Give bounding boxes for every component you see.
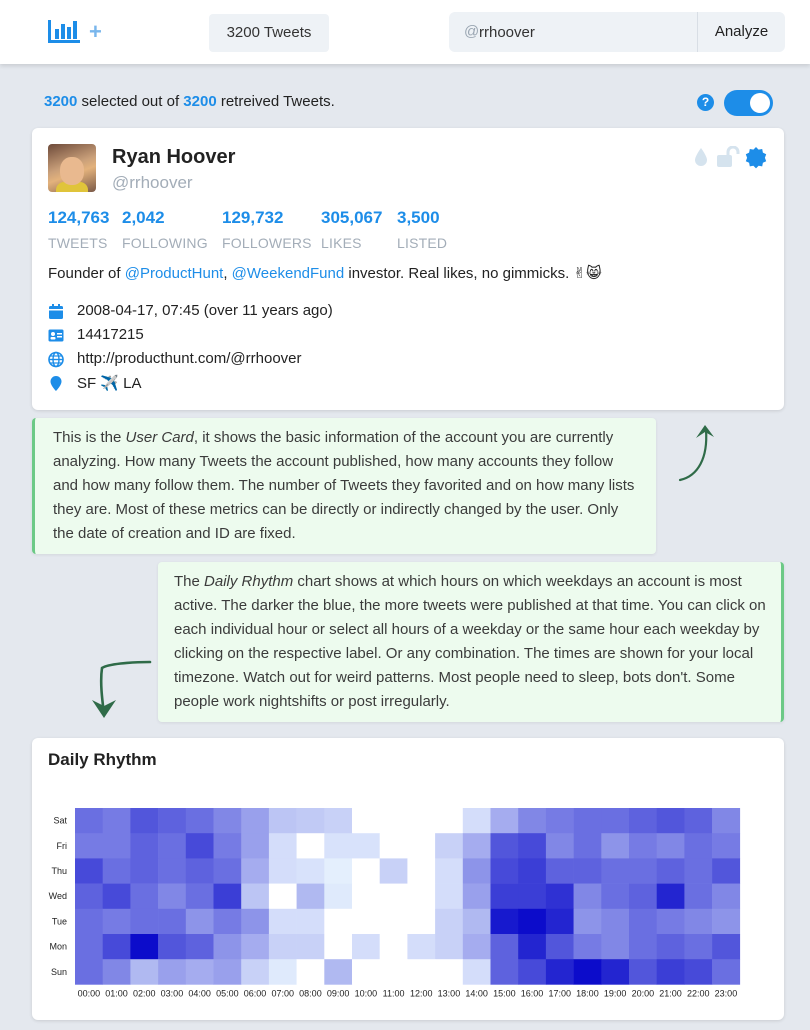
stat-following-value: 2,042 bbox=[122, 208, 165, 227]
heat-cell[interactable] bbox=[491, 959, 519, 985]
heat-cell[interactable] bbox=[518, 909, 546, 935]
user-handle[interactable]: @rrhoover bbox=[112, 173, 193, 192]
stat-listed-value: 3,500 bbox=[397, 208, 440, 227]
heat-cell[interactable] bbox=[435, 858, 463, 884]
calendar-icon bbox=[48, 303, 64, 320]
analyze-button[interactable]: Analyze bbox=[697, 12, 785, 52]
heat-cell[interactable] bbox=[214, 909, 242, 935]
note-1-emphasis: User Card bbox=[125, 429, 194, 446]
column-label[interactable]: 14:00 bbox=[465, 988, 488, 999]
heat-cell[interactable] bbox=[601, 858, 629, 884]
heat-cell[interactable] bbox=[657, 833, 685, 859]
column-label[interactable]: 00:00 bbox=[77, 988, 101, 999]
column-label[interactable]: 07:00 bbox=[271, 988, 295, 999]
heat-cell[interactable] bbox=[657, 884, 685, 910]
column-label[interactable]: 17:00 bbox=[548, 988, 572, 999]
heat-cell[interactable] bbox=[435, 959, 463, 985]
unlock-icon bbox=[716, 146, 740, 168]
heat-cell[interactable] bbox=[491, 934, 519, 960]
column-label[interactable]: 20:00 bbox=[631, 988, 655, 999]
heat-cell[interactable] bbox=[324, 833, 352, 859]
heat-cell[interactable] bbox=[712, 833, 740, 859]
heat-cell[interactable] bbox=[601, 909, 629, 935]
heat-cell[interactable] bbox=[214, 808, 242, 834]
heat-cell[interactable] bbox=[103, 808, 131, 834]
globe-icon bbox=[48, 351, 64, 368]
heat-cell[interactable] bbox=[241, 833, 269, 859]
heat-cell[interactable] bbox=[463, 909, 491, 935]
user-card-explanation bbox=[32, 418, 656, 554]
heat-cell[interactable] bbox=[241, 884, 269, 910]
column-label[interactable]: 11:00 bbox=[382, 988, 405, 999]
heat-cell[interactable] bbox=[158, 959, 186, 985]
heat-cell[interactable] bbox=[103, 858, 131, 884]
heat-cell[interactable] bbox=[324, 808, 352, 834]
heat-cell[interactable] bbox=[103, 884, 131, 910]
note-2-emphasis: Daily Rhythm bbox=[204, 573, 294, 590]
bio-link-weekendfund[interactable]: @WeekendFund bbox=[231, 265, 345, 282]
heat-cell[interactable] bbox=[186, 808, 214, 834]
tweet-count-pill[interactable]: 3200 Tweets bbox=[209, 14, 329, 52]
heat-cell[interactable] bbox=[629, 808, 657, 834]
heat-cell[interactable] bbox=[684, 884, 712, 910]
stat-likes-value: 305,067 bbox=[321, 208, 383, 227]
avatar-face bbox=[60, 157, 84, 185]
heat-cell[interactable] bbox=[130, 934, 158, 960]
daily-rhythm-heatmap bbox=[32, 738, 784, 1020]
stat-following-label: FOLLOWING bbox=[122, 235, 208, 251]
heat-cell[interactable] bbox=[574, 909, 602, 935]
heat-cell[interactable] bbox=[546, 833, 574, 859]
search-bar bbox=[449, 12, 785, 52]
heat-cell[interactable] bbox=[130, 909, 158, 935]
heat-cell[interactable] bbox=[214, 833, 242, 859]
heat-cell[interactable] bbox=[103, 959, 131, 985]
heat-cell[interactable] bbox=[712, 934, 740, 960]
heat-cell[interactable] bbox=[297, 909, 325, 935]
heat-cell[interactable] bbox=[75, 959, 103, 985]
heat-cell[interactable] bbox=[684, 833, 712, 859]
heat-cell[interactable] bbox=[186, 858, 214, 884]
heat-cell[interactable] bbox=[518, 808, 546, 834]
heat-cell[interactable] bbox=[629, 934, 657, 960]
heat-cell[interactable] bbox=[103, 934, 131, 960]
selection-text-1: selected out of bbox=[81, 93, 180, 110]
heat-cell[interactable] bbox=[435, 808, 463, 834]
column-label[interactable]: 15:00 bbox=[493, 988, 516, 999]
heat-cell[interactable] bbox=[214, 884, 242, 910]
tutorial-toggle[interactable] bbox=[724, 90, 773, 116]
heat-cell[interactable] bbox=[546, 884, 574, 910]
heat-cell[interactable] bbox=[158, 934, 186, 960]
stat-tweets-label: TWEETS bbox=[48, 235, 108, 251]
column-label[interactable]: 21:00 bbox=[659, 988, 682, 999]
chart-title: Daily Rhythm bbox=[48, 750, 157, 769]
heat-cell[interactable] bbox=[601, 808, 629, 834]
heat-cell[interactable] bbox=[269, 808, 297, 834]
note-2-before: The bbox=[174, 573, 205, 590]
heat-cell[interactable] bbox=[684, 808, 712, 834]
heat-cell[interactable] bbox=[463, 858, 491, 884]
heat-cell[interactable] bbox=[75, 808, 103, 834]
heat-cell[interactable] bbox=[269, 858, 297, 884]
heat-cell[interactable] bbox=[214, 959, 242, 985]
heat-cell[interactable] bbox=[297, 959, 325, 985]
heat-cell[interactable] bbox=[352, 833, 380, 859]
column-label[interactable]: 02:00 bbox=[132, 988, 156, 999]
heat-cell[interactable] bbox=[463, 959, 491, 985]
heat-cell[interactable] bbox=[186, 959, 214, 985]
heat-cell[interactable] bbox=[684, 909, 712, 935]
heat-cell[interactable] bbox=[435, 833, 463, 859]
stat-likes-label: LIKES bbox=[321, 235, 362, 251]
row-label-tue[interactable]: Tue bbox=[51, 916, 67, 927]
heat-cell[interactable] bbox=[158, 833, 186, 859]
heat-cell[interactable] bbox=[241, 959, 269, 985]
user-bio bbox=[48, 264, 602, 282]
stat-followers-value: 129,732 bbox=[222, 208, 284, 227]
heat-cell[interactable] bbox=[380, 858, 408, 884]
column-label[interactable]: 09:00 bbox=[326, 988, 350, 999]
user-id: 14417215 bbox=[77, 326, 144, 343]
bar-chart-logo-icon[interactable] bbox=[46, 16, 82, 46]
heat-cell[interactable] bbox=[601, 833, 629, 859]
heat-cell[interactable] bbox=[491, 884, 519, 910]
row-label-thu[interactable]: Thu bbox=[51, 866, 67, 876]
heat-cell[interactable] bbox=[297, 833, 325, 859]
heat-cell[interactable] bbox=[380, 833, 408, 859]
heat-cell[interactable] bbox=[380, 959, 408, 985]
heat-cell[interactable] bbox=[657, 909, 685, 935]
avatar bbox=[48, 144, 96, 192]
add-icon[interactable]: + bbox=[89, 19, 102, 44]
note-1-before: This is the bbox=[53, 429, 126, 446]
heat-cell[interactable] bbox=[629, 909, 657, 935]
user-name: Ryan Hoover bbox=[112, 146, 236, 168]
user-url[interactable]: http://producthunt.com/@rrhoover bbox=[77, 350, 302, 367]
heat-cell[interactable] bbox=[75, 858, 103, 884]
retrieved-count: 3200 bbox=[183, 93, 217, 110]
heat-cell[interactable] bbox=[269, 934, 297, 960]
column-label[interactable]: 01:00 bbox=[105, 988, 128, 999]
heat-cell[interactable] bbox=[491, 808, 519, 834]
heat-cell[interactable] bbox=[352, 909, 380, 935]
heat-cell[interactable] bbox=[546, 808, 574, 834]
heat-cell[interactable] bbox=[601, 884, 629, 910]
heat-cell[interactable] bbox=[324, 959, 352, 985]
stat-tweets-value: 124,763 bbox=[48, 208, 110, 227]
heat-cell[interactable] bbox=[297, 808, 325, 834]
note-2-after: chart shows at which hours on which weekdays an account is most active. The darker the blue, the more tweets were published at that time. You can click on each individual hour or select all hours of a weekday or the same hour each weekday by clicking on the respective label. Or any combination. The times are shown for your local timezone. Watch out for weird patterns. Most people need to sleep, bots don't. Some people work nightshifts or post irregularly. bbox=[174, 573, 766, 710]
top-bar bbox=[0, 0, 810, 64]
column-label[interactable]: 08:00 bbox=[299, 988, 322, 999]
column-label[interactable]: 10:00 bbox=[354, 988, 378, 999]
heat-cell[interactable] bbox=[158, 884, 186, 910]
heat-cell[interactable] bbox=[214, 858, 242, 884]
heat-cell[interactable] bbox=[297, 858, 325, 884]
heat-cell[interactable] bbox=[518, 959, 546, 985]
heat-cell[interactable] bbox=[463, 884, 491, 910]
username-input[interactable] bbox=[479, 12, 694, 52]
curved-arrow-up-icon bbox=[676, 420, 720, 484]
heat-cell[interactable] bbox=[435, 884, 463, 910]
heat-cell[interactable] bbox=[380, 934, 408, 960]
heat-cell[interactable] bbox=[574, 833, 602, 859]
heat-cell[interactable] bbox=[380, 808, 408, 834]
heat-cell[interactable] bbox=[380, 909, 408, 935]
heat-cell[interactable] bbox=[269, 959, 297, 985]
heat-cell[interactable] bbox=[158, 808, 186, 834]
column-label[interactable]: 03:00 bbox=[160, 988, 184, 999]
heat-cell[interactable] bbox=[574, 959, 602, 985]
heat-cell[interactable] bbox=[407, 934, 435, 960]
heat-cell[interactable] bbox=[324, 909, 352, 935]
drop-icon bbox=[694, 146, 708, 168]
note-1-after: , it shows the basic information of the account you are currently analyzing. How many Tweets the account published, how many accounts they follow and how many follow them. The number of Tweets they favorited and on how many lists they are. Most of these metrics can be directly or indirectly changed by the user. Only the date of creation and ID are fixed. bbox=[53, 429, 635, 542]
heat-cell[interactable] bbox=[352, 858, 380, 884]
heat-cell[interactable] bbox=[130, 833, 158, 859]
heat-cell[interactable] bbox=[712, 909, 740, 935]
daily-rhythm-explanation bbox=[158, 562, 784, 722]
user-card bbox=[32, 128, 784, 410]
heat-cell[interactable] bbox=[407, 858, 435, 884]
heat-cell[interactable] bbox=[546, 959, 574, 985]
heat-cell[interactable] bbox=[269, 833, 297, 859]
column-label[interactable]: 05:00 bbox=[216, 988, 239, 999]
heat-cell[interactable] bbox=[629, 858, 657, 884]
heat-cell[interactable] bbox=[684, 934, 712, 960]
heat-cell[interactable] bbox=[712, 858, 740, 884]
heat-cell[interactable] bbox=[574, 884, 602, 910]
heat-cell[interactable] bbox=[380, 884, 408, 910]
selected-count: 3200 bbox=[44, 93, 78, 110]
heat-cell[interactable] bbox=[518, 884, 546, 910]
heat-cell[interactable] bbox=[241, 858, 269, 884]
heat-cell[interactable] bbox=[629, 959, 657, 985]
heat-cell[interactable] bbox=[352, 934, 380, 960]
heat-cell[interactable] bbox=[324, 884, 352, 910]
heat-cell[interactable] bbox=[297, 884, 325, 910]
column-label[interactable]: 19:00 bbox=[603, 988, 627, 999]
verified-badge-icon bbox=[744, 146, 768, 170]
heat-cell[interactable] bbox=[712, 959, 740, 985]
column-label[interactable]: 13:00 bbox=[437, 988, 461, 999]
heat-cell[interactable] bbox=[657, 934, 685, 960]
heat-cell[interactable] bbox=[657, 959, 685, 985]
heat-cell[interactable] bbox=[103, 833, 131, 859]
heat-cell[interactable] bbox=[546, 858, 574, 884]
heat-cell[interactable] bbox=[186, 909, 214, 935]
heat-cell[interactable] bbox=[684, 959, 712, 985]
heat-cell[interactable] bbox=[491, 858, 519, 884]
heat-cell[interactable] bbox=[601, 959, 629, 985]
heat-cell[interactable] bbox=[629, 884, 657, 910]
heat-cell[interactable] bbox=[657, 808, 685, 834]
heat-cell[interactable] bbox=[324, 858, 352, 884]
heat-cell[interactable] bbox=[574, 858, 602, 884]
heat-cell[interactable] bbox=[407, 959, 435, 985]
heat-cell[interactable] bbox=[130, 959, 158, 985]
column-label[interactable]: 23:00 bbox=[714, 988, 738, 999]
row-label-mon[interactable]: Mon bbox=[49, 941, 67, 952]
heat-cell[interactable] bbox=[546, 934, 574, 960]
heat-cell[interactable] bbox=[75, 884, 103, 910]
heat-cell[interactable] bbox=[435, 934, 463, 960]
heat-cell[interactable] bbox=[186, 934, 214, 960]
heat-cell[interactable] bbox=[463, 808, 491, 834]
heat-cell[interactable] bbox=[518, 858, 546, 884]
heat-cell[interactable] bbox=[269, 884, 297, 910]
heat-cell[interactable] bbox=[269, 909, 297, 935]
heat-cell[interactable] bbox=[324, 934, 352, 960]
heat-cell[interactable] bbox=[186, 884, 214, 910]
heat-cell[interactable] bbox=[491, 909, 519, 935]
selection-text-2: retreived Tweets. bbox=[220, 93, 335, 110]
help-icon[interactable]: ? bbox=[697, 94, 714, 111]
column-label[interactable]: 12:00 bbox=[409, 988, 433, 999]
bio-separator: , bbox=[223, 265, 232, 282]
heat-cell[interactable] bbox=[75, 934, 103, 960]
heat-cell[interactable] bbox=[130, 884, 158, 910]
heat-cell[interactable] bbox=[712, 808, 740, 834]
selection-summary bbox=[44, 93, 335, 110]
heat-cell[interactable] bbox=[407, 808, 435, 834]
heat-cell[interactable] bbox=[241, 909, 269, 935]
heat-cell[interactable] bbox=[574, 808, 602, 834]
row-label-wed[interactable]: Wed bbox=[48, 891, 67, 902]
row-label-fri[interactable]: Fri bbox=[56, 840, 67, 851]
heat-cell[interactable] bbox=[241, 808, 269, 834]
bent-arrow-down-icon bbox=[86, 656, 156, 722]
map-pin-icon bbox=[48, 375, 64, 392]
account-badges bbox=[694, 146, 768, 168]
column-label[interactable]: 04:00 bbox=[188, 988, 211, 999]
heat-cell[interactable] bbox=[130, 808, 158, 834]
bio-prefix: Founder of bbox=[48, 265, 125, 282]
heat-cell[interactable] bbox=[75, 909, 103, 935]
heat-cell[interactable] bbox=[103, 909, 131, 935]
heat-cell[interactable] bbox=[463, 934, 491, 960]
column-label[interactable]: 22:00 bbox=[686, 988, 710, 999]
heat-cell[interactable] bbox=[574, 934, 602, 960]
heat-cell[interactable] bbox=[352, 959, 380, 985]
heat-cell[interactable] bbox=[407, 884, 435, 910]
column-label[interactable]: 06:00 bbox=[243, 988, 267, 999]
column-label[interactable]: 16:00 bbox=[520, 988, 544, 999]
heat-cell[interactable] bbox=[158, 909, 186, 935]
row-label-sun[interactable]: Sun bbox=[50, 966, 67, 977]
heat-cell[interactable] bbox=[352, 808, 380, 834]
heat-cell[interactable] bbox=[518, 934, 546, 960]
heat-cell[interactable] bbox=[629, 833, 657, 859]
heat-cell[interactable] bbox=[407, 909, 435, 935]
heat-cell[interactable] bbox=[130, 858, 158, 884]
heat-cell[interactable] bbox=[491, 833, 519, 859]
bio-link-producthunt[interactable]: @ProductHunt bbox=[124, 265, 224, 282]
user-location: SF ✈️ LA bbox=[77, 375, 142, 392]
heat-cell[interactable] bbox=[435, 909, 463, 935]
heat-cell[interactable] bbox=[712, 884, 740, 910]
heat-cell[interactable] bbox=[186, 833, 214, 859]
heat-cell[interactable] bbox=[241, 934, 269, 960]
stat-followers-label: FOLLOWERS bbox=[222, 235, 312, 251]
stat-listed-label: LISTED bbox=[397, 235, 448, 251]
created-date: 2008-04-17, 07:45 (over 11 years ago) bbox=[77, 302, 333, 319]
heat-cell[interactable] bbox=[657, 858, 685, 884]
heat-cell[interactable] bbox=[297, 934, 325, 960]
heat-cell[interactable] bbox=[546, 909, 574, 935]
bio-suffix: investor. Real likes, no gimmicks. ✌😸 bbox=[344, 265, 602, 282]
heat-cell[interactable] bbox=[352, 884, 380, 910]
id-card-icon bbox=[48, 327, 64, 344]
heat-cell[interactable] bbox=[463, 833, 491, 859]
column-label[interactable]: 18:00 bbox=[576, 988, 599, 999]
heat-cell[interactable] bbox=[407, 833, 435, 859]
row-label-sat[interactable]: Sat bbox=[53, 815, 67, 826]
heat-cell[interactable] bbox=[214, 934, 242, 960]
heat-cell[interactable] bbox=[601, 934, 629, 960]
heat-cell[interactable] bbox=[158, 858, 186, 884]
daily-rhythm-card bbox=[32, 738, 784, 1020]
toggle-knob bbox=[750, 93, 770, 113]
heat-cell[interactable] bbox=[684, 858, 712, 884]
heat-cell[interactable] bbox=[75, 833, 103, 859]
heat-cell[interactable] bbox=[518, 833, 546, 859]
at-prefix: @ bbox=[464, 23, 480, 40]
